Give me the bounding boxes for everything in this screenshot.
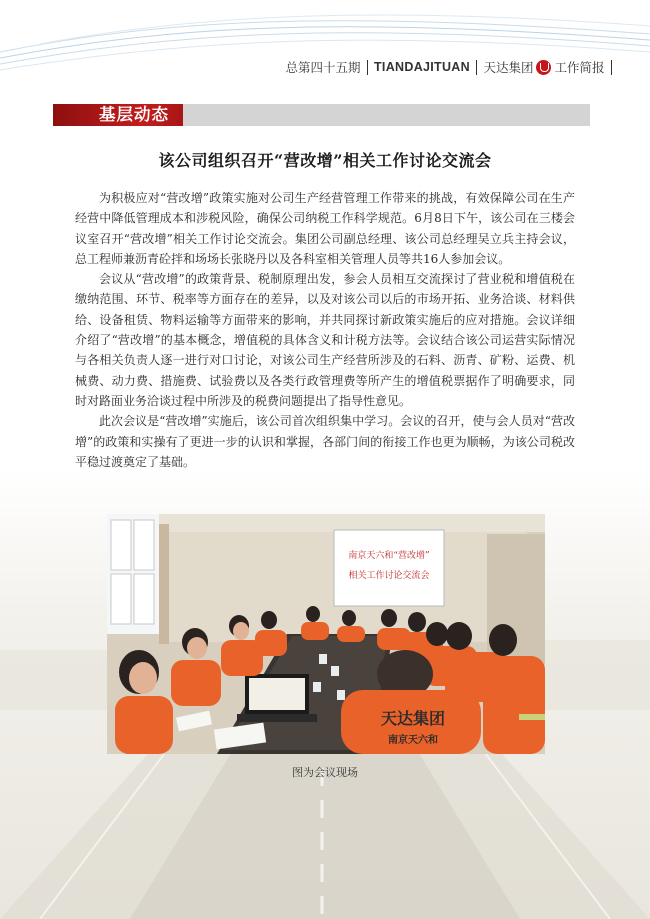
uniform-text-line2: 南京天六和 [388,735,438,746]
meeting-photo [107,514,545,754]
screen-text-line2: 相关工作讨论交流会 [348,571,430,581]
masthead [285,58,618,76]
brand-english: TIANDAJITUAN [374,60,470,74]
uniform-text-line1: 天达集团 [380,709,446,728]
divider [367,60,369,75]
publication-name: 工作简报 [554,60,605,75]
paragraph: 为积极应对“营改增”政策实施对公司生产经营管理工作带来的挑战，有效保障公司在生产经营中降低管理成本和涉税风险，确保公司纳税工作科学规范。6月8日下午，该公司在三楼会议室召开“营改增”相关工作讨论交流会。集团公司副总经理、该公司总经理吴立兵主持会议，总工程师兼沥青砼拌和场场长张晓丹以及各科室相关管理人员等共16人参加会议。 [75,191,575,266]
section-accent [53,104,183,126]
section-title: 基层动态 [99,105,169,124]
photo-caption: 图为会议现场 [292,766,358,779]
paragraph: 会议从“营改增”的政策背景、税制原理出发，参会人员相互交流探讨了营业税和增值税在缴纳范围、环节、税率等方面存在的差异，以及对该公司以后的市场开拓、业务洽谈、材料供给、设备租赁、物料运输等方面带来的影响，并共同探讨新政策实施后的应对措施。会议详细介绍了“营改增”的基本概念，增值税的具体含义和计税方法等。会议结合该公司运营实际情况与各相关负责人逐一进行对口讨论，对该公司生产经营所涉及的石料、沥青、矿粉、运费、机械费、动力费、措施费、试验费以及各类行政管理费等所产生的增值税票据作了明确要求，同时对路面业务洽谈过程中所涉及的税费问题提出了指导性意见。 [75,272,575,408]
article-body [75,188,575,472]
divider [611,60,613,75]
divider [476,60,478,75]
section-header-bar [53,104,590,126]
paragraph: 此次会议是“营改增”实施后，该公司首次组织集中学习。会议的召开，使与会人员对“营改增”的政策和实操有了更进一步的认识和掌握，各部门间的衔接工作也更为顺畅，为该公司税改平稳过渡奠定了基础。 [75,414,575,469]
group-name: 天达集团 [483,60,534,75]
screen-text-line1: 南京天六和“营改增” [348,551,430,561]
company-logo-icon [536,60,551,75]
issue-number: 总第四十五期 [285,60,361,75]
article-title: 该公司组织召开“营改增”相关工作讨论交流会 [158,151,492,170]
